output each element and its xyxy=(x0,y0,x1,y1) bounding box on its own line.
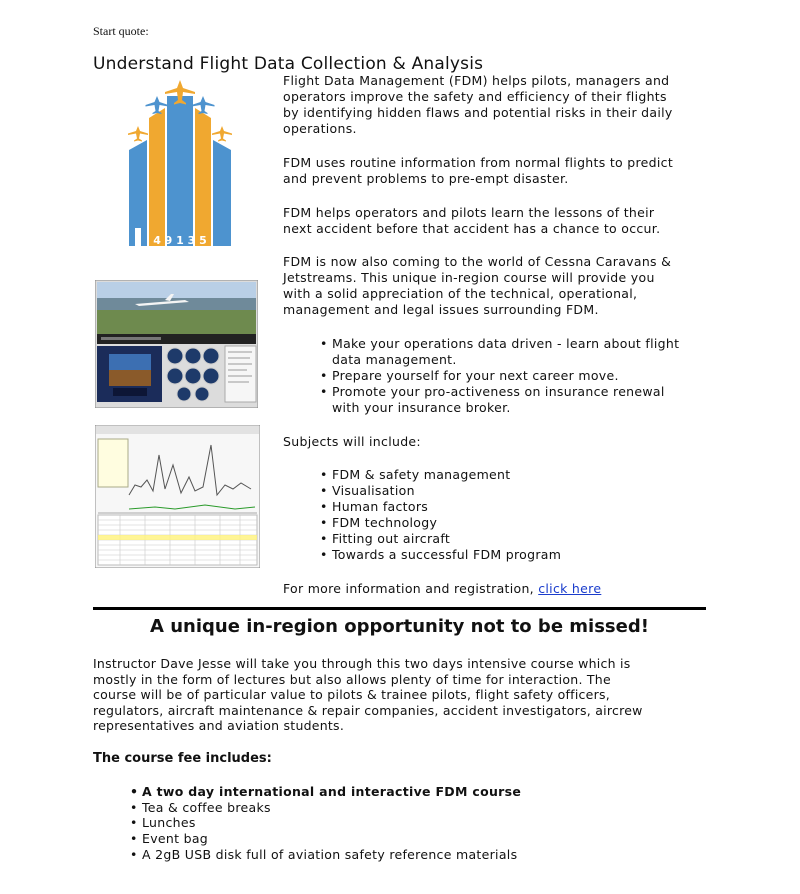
subjects-intro: Subjects will include: xyxy=(283,434,421,449)
fee-item: • Event bag xyxy=(130,831,521,847)
fee-item: • Tea & coffee breaks xyxy=(130,800,521,816)
subject-item: • Human factors xyxy=(320,499,680,515)
click-here-link[interactable]: click here xyxy=(538,581,602,596)
subject-item: • Fitting out aircraft xyxy=(320,531,680,547)
subject-item: • Visualisation xyxy=(320,483,680,499)
intro-paragraph-3: FDM helps operators and pilots learn the lessons of their next accident before that accident has a chance to occur. xyxy=(283,205,661,236)
intro-paragraph-1: Flight Data Management (FDM) helps pilots, managers and operators improve the safety and efficiency of their flights by identifying hidden flaws and potential risks in their daily operations. xyxy=(283,73,673,136)
course-fee-heading: The course fee includes: xyxy=(93,751,272,766)
more-info-text: For more information and registration, xyxy=(283,581,539,596)
intro-paragraph-4: FDM is now also coming to the world of Cessna Caravans & Jetstreams. This unique in-region course will provide you with a solid appreciation of the technical, operational, management and legal issues surrounding FDM. xyxy=(283,254,672,317)
intro-paragraph-2: FDM uses routine information from normal flights to predict and prevent problems to pre-empt disaster. xyxy=(283,155,674,186)
page-heading: Understand Flight Data Collection & Analysis xyxy=(93,54,484,74)
tagline: A unique in-region opportunity not to be missed! xyxy=(150,616,649,637)
benefits-list xyxy=(320,336,680,416)
fee-item: • A two day international and interactive FDM course xyxy=(130,784,521,800)
flight-visualisation-image xyxy=(95,280,258,408)
benefit-item: • Make your operations data driven - learn about flight data management. xyxy=(320,336,680,368)
instructor-paragraph: Instructor Dave Jesse will take you through this two days intensive course which is mostly in the form of lectures but also allows plenty of time for interaction. The course will be of particular value to pilots & trainee pilots, flight safety officers, regulators, aircraft maintenance & repair companies, accident investigators, aircrew representatives and aviation students. xyxy=(93,656,643,733)
subject-item: • FDM & safety management xyxy=(320,467,680,483)
more-info-line xyxy=(283,581,683,597)
course-fee-list xyxy=(130,784,521,863)
benefit-item: • Prepare yourself for your next career move. xyxy=(320,368,680,384)
fee-item: • Lunches xyxy=(130,815,521,831)
fee-item: • A 2gB USB disk full of aviation safety reference materials xyxy=(130,847,521,863)
logo-number: 4 9 1 3 5 xyxy=(153,234,207,247)
fdm-logo-image xyxy=(105,78,255,258)
benefit-item: • Promote your pro-activeness on insurance renewal with your insurance broker. xyxy=(320,384,680,416)
start-quote-note: Start quote: xyxy=(93,24,149,38)
data-analysis-image xyxy=(95,425,260,568)
section-divider xyxy=(93,607,706,610)
subject-item: • Towards a successful FDM program xyxy=(320,547,680,563)
subjects-list xyxy=(320,467,680,563)
subject-item: • FDM technology xyxy=(320,515,680,531)
